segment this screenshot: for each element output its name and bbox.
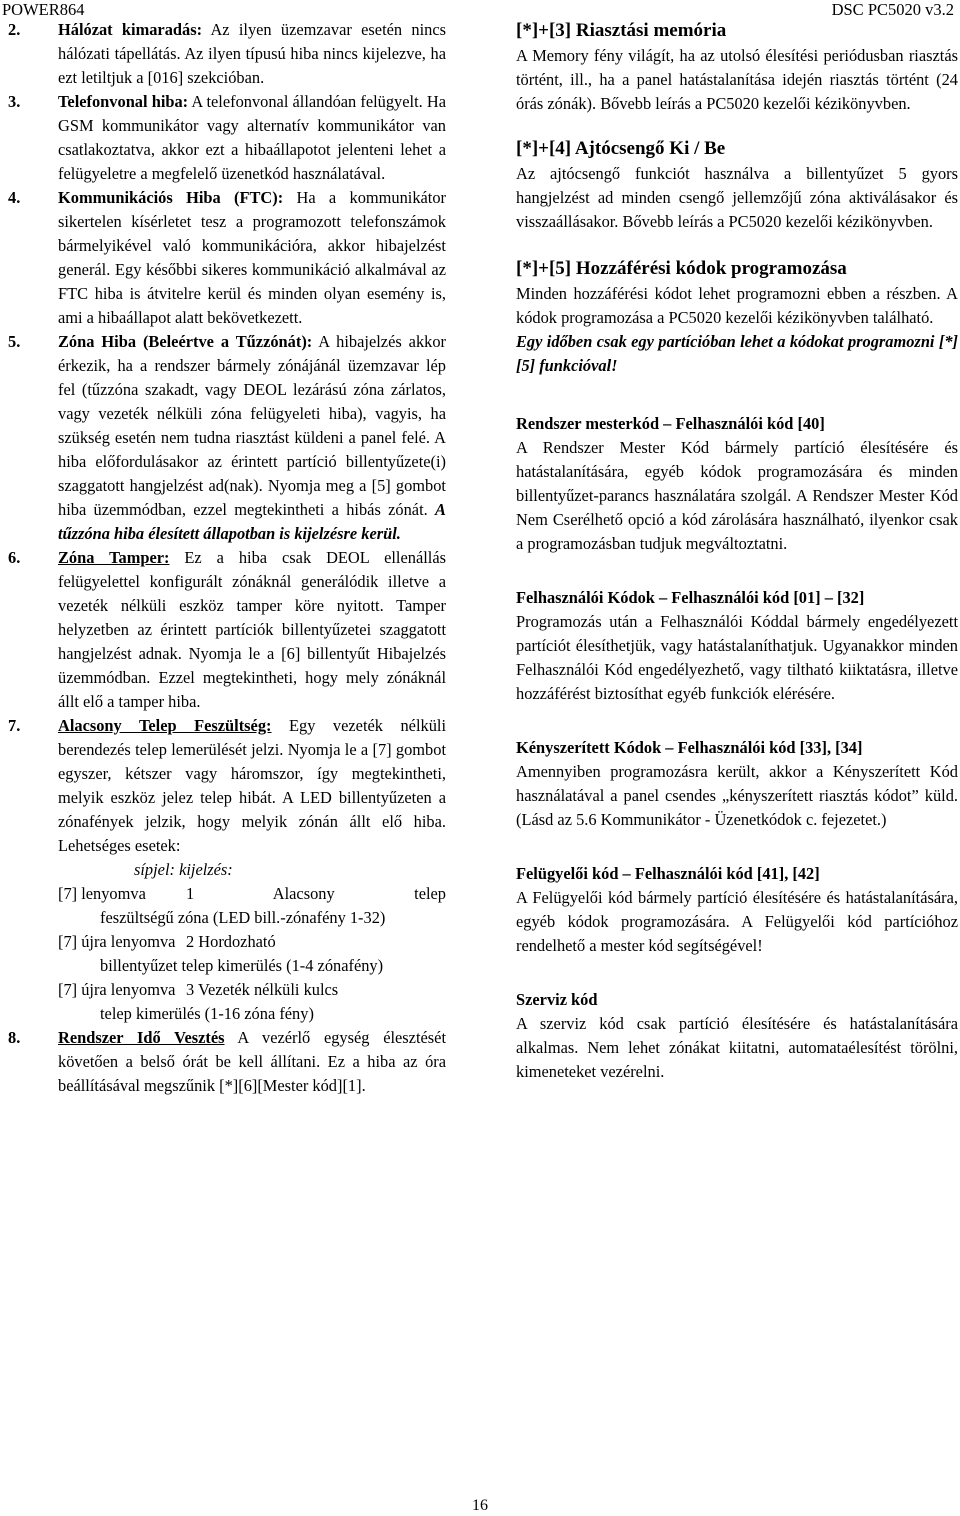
section-text-master-code: A Rendszer Mester Kód bármely partíció élesítésére és hatástalanítására, egyéb kódok programozására és minden billentyűzet-parancs használatára szolgál. A Rendszer Mester Kód Nem Cserélhető opció a kód zárolására használható, ilyenkor csak a programozásban tudjuk megváltoztatni. — [516, 438, 958, 553]
trouble-item-2 — [8, 18, 446, 90]
case-first: 2 Hordozható — [186, 932, 276, 951]
section-title-master-code: Rendszer mesterkód – Felhasználói kód [40] — [516, 414, 825, 433]
item-text: Ha a kommunikátor sikertelen kísérletet tesz a programozott telefonszámok bármelyikével való kommunikációra, akkor hibajelzést generál. Egy későbbi sikeres kommunikáció alkalmával az FTC hiba is átvitelre kerül és minden olyan esemény is, ami a hibaállapot alatt bekövetkezett. — [58, 188, 447, 327]
item-label: Kommunikációs Hiba (FTC): — [58, 188, 284, 207]
section-title-duress-codes: Kényszerített Kódok – Felhasználói kód [33], [34] — [516, 738, 863, 757]
item-label: Rendszer Idő Vesztés — [58, 1028, 225, 1047]
section-text-service-code: A szerviz kód csak partíció élesítésére és hatástalanítására alkalmas. Nem lehet zónákat kiitatni, automataélesítést törölni, kimeneteket vezérelni. — [516, 1014, 958, 1081]
section-text-duress-codes: Amennyiben programozásra került, akkor a Kényszerített Kód használatával a panel csendes „kényszerített riasztás kódot” küld. (Lásd az 5.6 Kommunikátor - Üzenetkódok c. fejezetet.) — [516, 762, 958, 829]
section-text-chime: Az ajtócsengő funkciót használva a billentyűzet 5 gyors hangjelzést ad minden csengő jellemzőjű zóna aktiválásakor és visszaállásakor. Bővebb leírás a PC5020 kezelői kézikönyvben. — [516, 164, 958, 231]
section-title-service-code: Szerviz kód — [516, 990, 598, 1009]
left-column — [8, 18, 446, 1098]
trouble-item-3 — [8, 90, 446, 186]
case-rest: feszültségű zóna (LED bill.-zónafény 1-32) — [100, 908, 386, 927]
item-text: A hibajelzés akkor érkezik, ha a rendszer bármely zónájánál üzemzavar lép fel (tűzzóna szakadt, vagy DEOL lezárású zóna zárlatos, vagy vezeték nélküli zóna felügyeleti hiba), vagyis, ha szükség esetén nem tudna riasztást küldeni a panel felé. A hiba előfordulásakor az érintett partíció billentyűzete(i) szaggatott hangjelzést ad(nak). Nyomja meg a [5] gombot hiba üzemmódban, ezzel megtekintheti a hibás zónát. — [58, 332, 446, 519]
item-label: Alacsony Telep Feszültség: — [58, 716, 272, 735]
section-text-supervisor-code: A Felügyelői kód bármely partíció élesítésére és hatástalanítására, egyéb kódok programozására. A Felügyelői kód partícióhoz rendelhető a mester kód segítségével! — [516, 888, 958, 955]
item-number: 4. — [8, 188, 21, 207]
section-text-memory: A Memory fény világít, ha az utolsó élesítési periódusban riasztás történt, ill., ha a panel hatástalanítása idején riasztás történt (24 órás zónák). Bővebb leírás a PC5020 kezelői kézikönyvben. — [516, 46, 958, 113]
page-number: 16 — [472, 1497, 488, 1514]
case-rest: billentyűzet telep kimerülés (1-4 zónafény) — [100, 956, 384, 975]
item-number: 5. — [8, 332, 21, 351]
case-key: [7] újra lenyomva — [58, 932, 176, 951]
battery-case-row — [58, 930, 446, 954]
item-label: Telefonvonal hiba: — [58, 92, 189, 111]
section-title-user-codes: Felhasználói Kódok – Felhasználói kód [01] – [32] — [516, 588, 865, 607]
beep-display-subheading: sípjel: kijelzés: — [134, 860, 233, 879]
item-number: 3. — [8, 92, 21, 111]
trouble-item-4 — [8, 186, 446, 330]
section-title-chime: [*]+[4] Ajtócsengő Ki / Be — [516, 138, 726, 159]
item-number: 7. — [8, 716, 21, 735]
section-text-access-codes: Minden hozzáférési kódot lehet programozni ebben a részben. A kódok programozása a PC5020 kezelői kézikönyvben található. — [516, 284, 958, 327]
item-note: A tűzzóna hiba élesített állapotban is kijelzésre kerül. — [58, 500, 446, 543]
item-text: Egy vezeték nélküli berendezés telep lemerülését jelzi. Nyomja le a [7] gombot egyszer, kétszer vagy háromszor, így megtekintheti, melyik eszköz jelez telep hibát. A LED billentyűzeten a zónafények jelzik, hogy melyik zónán állt elő hiba. Lehetséges esetek: — [58, 716, 446, 855]
doc-header-left: POWER864 — [2, 0, 85, 19]
item-label: Zóna Tamper: — [58, 548, 170, 567]
item-number: 2. — [8, 20, 21, 39]
trouble-item-5 — [8, 330, 446, 546]
battery-case-row — [58, 978, 446, 1002]
item-number: 6. — [8, 548, 21, 567]
section-note-access-codes: Egy időben csak egy partícióban lehet a kódokat programozni [*][5] funkcióval! — [516, 332, 958, 375]
item-text: Ez a hiba csak DEOL ellenállás felügyelettel konfigurált zónáknál generálódik illetve a vezeték nélküli eszköz tamper köre nyitott. Tamper helyzetben az érintett partíciók billentyűzetei szaggatott hangjelzést adnak. Nyomja le a [6] billentyűt Hibajelzés üzemmódban. Ezzel megtekintheti, hogy mely zónáknál állt elő a tamper hiba. — [58, 548, 446, 711]
right-column — [516, 18, 958, 1084]
section-title-memory: [*]+[3] Riasztási memória — [516, 20, 727, 41]
item-text: A telefonvonal állandóan felügyelt. Ha GSM kommunikátor vagy alternatív kommunikátor van csatlakoztatva, akkor ezt a hibaállapotot jelenteni lehet a felügyeletre a megfelelő üzenetkód használatával. — [58, 92, 446, 183]
item-label: Hálózat kimaradás: — [58, 20, 203, 39]
section-title-supervisor-code: Felügyelői kód – Felhasználói kód [41], [42] — [516, 864, 820, 883]
trouble-item-8 — [8, 1026, 446, 1098]
item-text: Az ilyen üzemzavar esetén nincs hálózati tápellátás. Az ilyen típusú hiba nincs kijelezve, ha ezt letiltjuk a [016] szekcióban. — [58, 20, 446, 87]
case-first: 1 Alacsony telep — [186, 884, 446, 903]
item-number: 8. — [8, 1028, 21, 1047]
section-title-access-codes: [*]+[5] Hozzáférési kódok programozása — [516, 258, 847, 279]
case-first: 3 Vezeték nélküli kulcs — [186, 980, 339, 999]
battery-case-row — [58, 882, 446, 906]
case-key: [7] újra lenyomva — [58, 980, 176, 999]
item-label: Zóna Hiba (Beleértve a Tűzzónát): — [58, 332, 313, 351]
trouble-item-7 — [8, 714, 446, 858]
case-key: [7] lenyomva — [58, 884, 146, 903]
item-text: A vezérlő egység élesztését követően a belső órát be kell állítani. Ez a hiba az óra beállításával megszűnik [*][6][Mester kód][1]. — [58, 1028, 446, 1095]
section-text-user-codes: Programozás után a Felhasználói Kóddal bármely engedélyezett partíciót élesíthetjük, vagy hatástalaníthatjuk. Ugyanakkor minden Felhasználói Kód engedélyezhető, vagy tiltható kiiktatásra, illetve hozzáférést biztosíthat egyéb funkciók elérésére. — [516, 612, 958, 703]
case-rest: telep kimerülés (1-16 zóna fény) — [100, 1004, 314, 1023]
trouble-item-6 — [8, 546, 446, 714]
doc-header-right: DSC PC5020 v3.2 — [831, 0, 954, 19]
